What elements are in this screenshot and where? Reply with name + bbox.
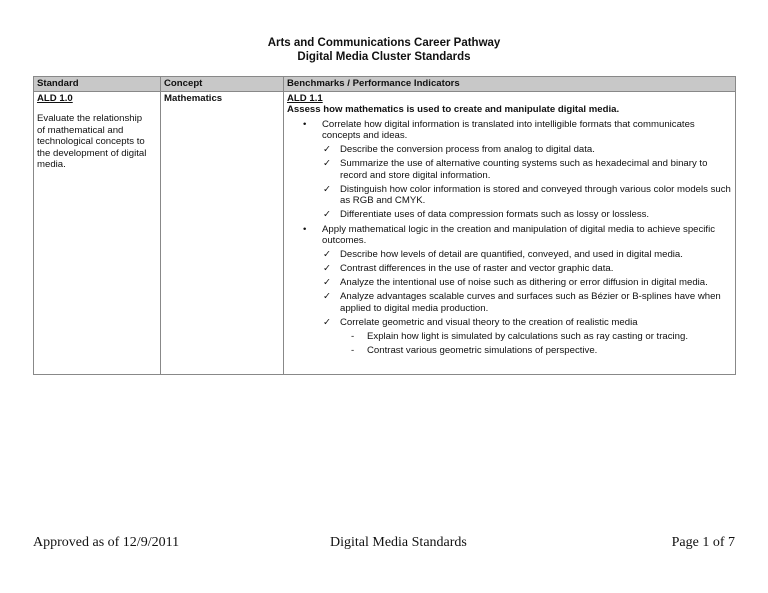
indicator-text: Describe how levels of detail are quantified, conveyed, and used in digital media. [340, 249, 683, 260]
indicator-text: Differentiate uses of data compression formats such as lossy or lossless. [340, 209, 650, 220]
indicator-text: Correlate geometric and visual theory to the creation of realistic media [340, 316, 638, 328]
benchmark-code: ALD 1.1 [287, 92, 323, 104]
concept-text: Mathematics [164, 92, 223, 104]
doc-title: Arts and Communications Career Pathway [267, 37, 501, 49]
table-header-row [34, 77, 736, 92]
indicator-item [287, 184, 732, 207]
indicator-item [287, 291, 732, 314]
checkmark-icon: ✓ [323, 263, 332, 274]
bullet-icon: • [303, 223, 307, 235]
indicator-item [287, 249, 732, 261]
header-benchmarks: Benchmarks / Performance Indicators [284, 77, 736, 92]
checkmark-icon: ✓ [323, 316, 332, 328]
dash-icon: - [351, 330, 355, 342]
indicator-item [287, 209, 732, 221]
checkmark-icon: ✓ [323, 291, 332, 302]
indicator-text: Contrast various geometric simulations of perspective. [367, 344, 598, 356]
indicator-list [287, 119, 732, 357]
indicator-item [287, 317, 732, 329]
checkmark-icon: ✓ [323, 249, 332, 260]
indicator-item [287, 263, 732, 275]
table-row [34, 91, 736, 374]
bullet-icon: • [303, 118, 307, 130]
doc-subtitle: Digital Media Cluster Standards [297, 51, 471, 63]
indicator-text: Apply mathematical logic in the creation and manipulation of digital media to achieve specific outcomes. [322, 223, 716, 246]
footer-page-number: Page 1 of 7 [671, 535, 735, 550]
indicator-item [287, 144, 732, 156]
indicator-text: Explain how light is simulated by calculations such as ray casting or tracing. [367, 330, 689, 342]
footer-title: Digital Media Standards [330, 535, 467, 550]
indicator-text: Contrast differences in the use of raster and vector graphic data. [340, 263, 614, 274]
header-concept: Concept [161, 77, 284, 92]
checkmark-icon: ✓ [323, 209, 332, 220]
footer-approved: Approved as of 12/9/2011 [33, 535, 180, 550]
checkmark-icon: ✓ [323, 144, 332, 155]
checkmark-icon: ✓ [323, 158, 332, 169]
standard-code: ALD 1.0 [37, 92, 73, 104]
checkmark-icon: ✓ [323, 183, 332, 195]
standard-cell [34, 91, 161, 374]
header-standard: Standard [34, 77, 161, 92]
indicator-item [287, 224, 732, 247]
indicator-text: Describe the conversion process from analog to digital data. [340, 144, 595, 155]
benchmark-title: Assess how mathematics is used to create and manipulate digital media. [287, 104, 620, 115]
indicator-item [287, 345, 732, 357]
indicator-item [287, 331, 732, 343]
checkmark-icon: ✓ [323, 277, 332, 288]
indicator-item [287, 119, 732, 142]
indicator-item [287, 277, 732, 289]
indicator-text: Distinguish how color information is stored and conveyed through various color models such as RGB and CMYK. [340, 183, 731, 206]
dash-icon: - [351, 344, 355, 356]
indicator-text: Correlate how digital information is translated into intelligible formats that communicates concepts and ideas. [322, 118, 695, 141]
standards-table [33, 76, 736, 375]
indicator-text: Analyze advantages scalable curves and surfaces such as Bézier or B-splines have when applied to digital media production. [340, 291, 721, 314]
indicator-item [287, 158, 732, 181]
standard-text: Evaluate the relationship of mathematical and technological concepts to the development of digital media. [37, 113, 147, 170]
benchmarks-cell [284, 91, 736, 374]
indicator-text: Analyze the intentional use of noise such as dithering or error diffusion in digital media. [340, 277, 708, 288]
indicator-text: Summarize the use of alternative counting systems such as hexadecimal and binary to record and store digital information. [340, 158, 708, 181]
concept-cell [161, 91, 284, 374]
